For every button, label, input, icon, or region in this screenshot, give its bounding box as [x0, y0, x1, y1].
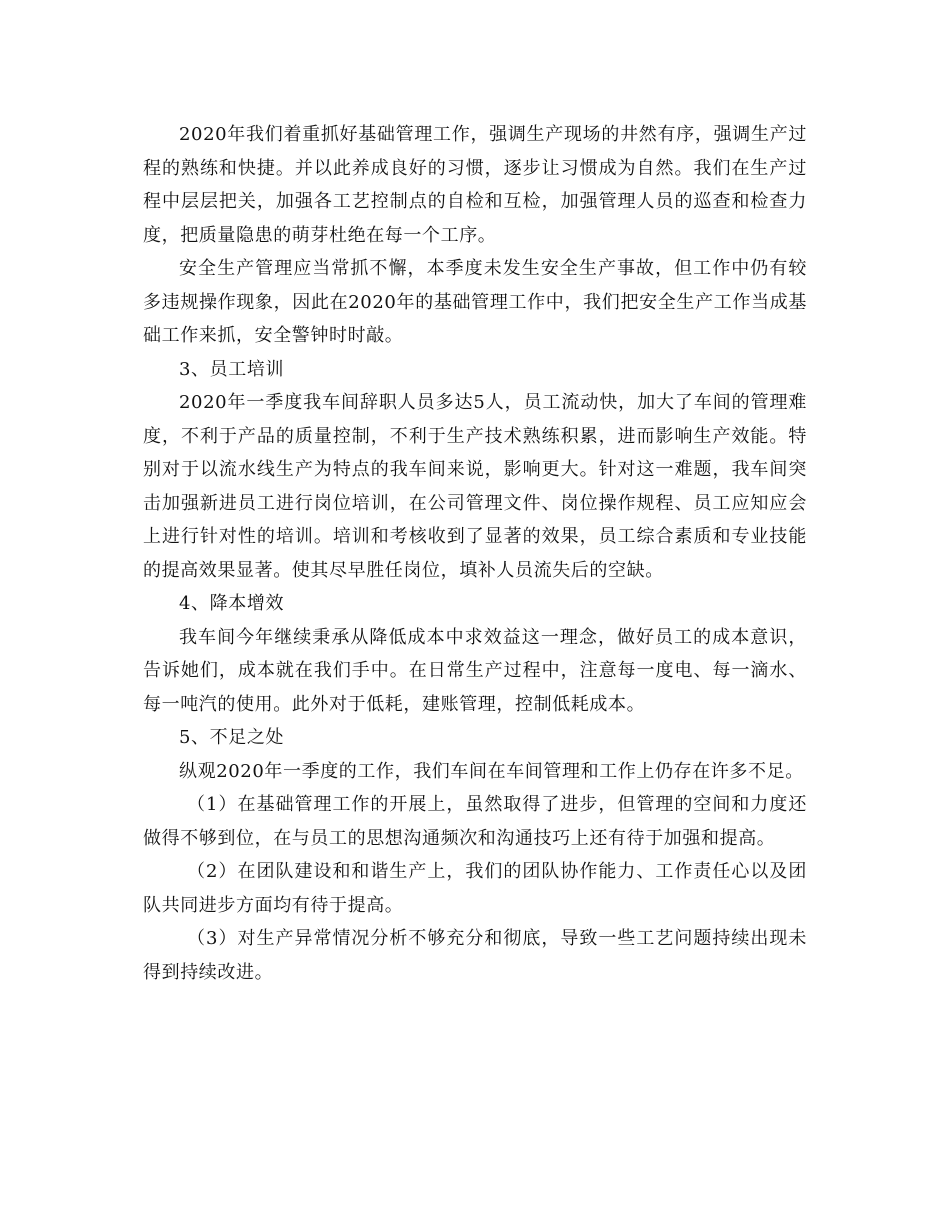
- paragraph-staff-training: 2020年一季度我车间辞职人员多达5人，员工流动快，加大了车间的管理难度，不利于产品的质量控制，不利于生产技术熟练积累，进而影响生产效能。特别对于以流水线生产为特点的我车间来说，影响更大。针对这一难题，我车间突击加强新进员工进行岗位培训，在公司管理文件、岗位操作规程、员工应知应会上进行针对性的培训。培训和考核收到了显著的效果，员工综合素质和专业技能的提高效果显著。使其尽早胜任岗位，填补人员流失后的空缺。: [143, 392, 807, 581]
- paragraph-shortcomings-overview: 纵观2020年一季度的工作，我们车间在车间管理和工作上仍存在许多不足。: [179, 760, 804, 782]
- section-heading-cost-reduction: 4、降本增效: [179, 593, 285, 614]
- section-heading-shortcomings: 5、不足之处: [179, 727, 285, 748]
- paragraph-safety-management: 安全生产管理应当常抓不懈，本季度未发生安全生产事故，但工作中仍有较多违规操作现象，因此在2020年的基础管理工作中，我们把安全生产工作当成基础工作来抓，安全警钟时时敲。: [143, 258, 807, 346]
- shortcoming-item-1: （1）在基础管理工作的开展上，虽然取得了进步，但管理的空间和力度还做得不够到位，在与员工的思想沟通频次和沟通技巧上还有待于加强和提高。: [143, 794, 807, 849]
- shortcoming-item-3: （3）对生产异常情况分析不够充分和彻底，导致一些工艺问题持续出现未得到持续改进。: [143, 928, 807, 983]
- paragraph-basic-management: 2020年我们着重抓好基础管理工作，强调生产现场的井然有序，强调生产过程的熟练和快捷。并以此养成良好的习惯，逐步让习惯成为自然。我们在生产过程中层层把关，加强各工艺控制点的自检和互检，加强管理人员的巡查和检查力度，把质量隐患的萌芽杜绝在每一个工序。: [143, 124, 807, 246]
- shortcoming-item-2: （2）在团队建设和和谐生产上，我们的团队协作能力、工作责任心以及团队共同进步方面均有待于提高。: [143, 861, 807, 916]
- section-heading-staff-training: 3、员工培训: [179, 358, 285, 380]
- document-body: [143, 118, 807, 989]
- paragraph-cost-reduction: 我车间今年继续秉承从降低成本中求效益这一理念，做好员工的成本意识，告诉她们，成本就在我们手中。在日常生产过程中，注意每一度电、每一滴水、每一吨汽的使用。此外对于低耗，建账管理，控制低耗成本。: [143, 626, 807, 715]
